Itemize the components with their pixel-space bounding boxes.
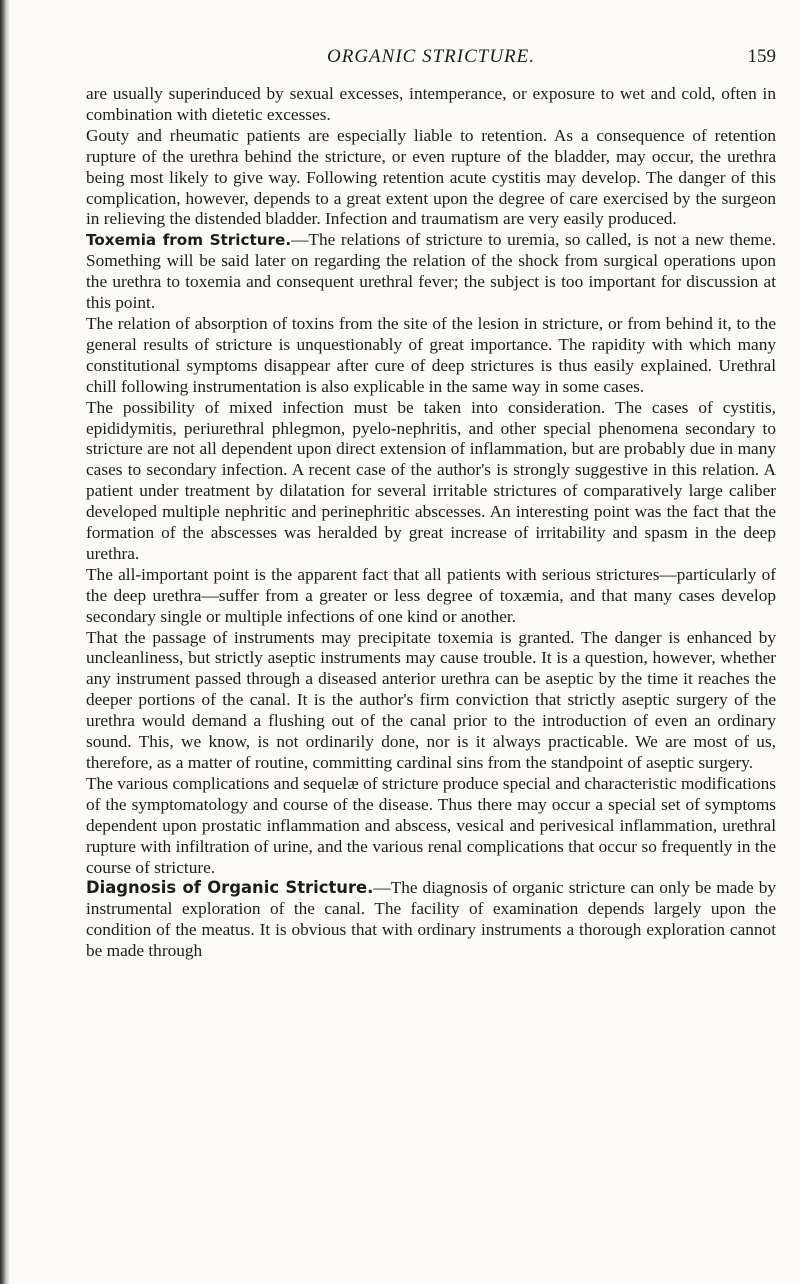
paragraph xyxy=(86,314,776,398)
page-header xyxy=(86,46,776,72)
paragraph xyxy=(86,628,776,774)
paragraph xyxy=(86,126,776,231)
section-heading-diagnosis: Diagnosis of Organic Stricture. xyxy=(86,878,374,898)
paragraph xyxy=(86,565,776,628)
paragraph xyxy=(86,878,776,962)
paragraph-text: Gouty and rheumatic patients are especially liable to retention. As a consequence of retention rupture of the urethra behind the stricture, or even rupture of the bladder, may occur, the urethra being most likely to give way. Following retention acute cystitis may develop. The danger of this complication, however, depends to a great extent upon the degree of care exercised by the surgeon in relieving the distended bladder. Infection and traumatism are very easily produced. xyxy=(86,125,776,229)
paragraph-text: The possibility of mixed infection must be taken into consideration. The cases of cystitis, epididymitis, periurethral phlegmon, pyelo-nephritis, and other special phenomena secondary to stricture are not all dependent upon direct extension of inflammation, but are probably due in many cases to secondary infection. A recent case of the author's is strongly suggestive in this relation. A patient under treatment by dilatation for several irritable strictures of comparatively large caliber developed multiple nephritic and perinephritic abscesses. An interesting point was the fact that the formation of the abscesses was heralded by great increase of irritability and spasm in the deep urethra. xyxy=(86,397,776,563)
paragraph-text: —The relations of stricture to uremia, so called, is not a new theme. Something will be said later on regarding the relation of the shock from surgical operations upon the urethra to toxemia and consequent urethral fever; the subject is too important for discussion at this point. xyxy=(86,230,776,313)
paragraph xyxy=(86,230,776,314)
body-text xyxy=(86,84,776,962)
page-number: 159 xyxy=(747,46,776,67)
paragraph xyxy=(86,398,776,565)
paragraph-text: The various complications and sequelæ of stricture produce special and characteristic modifications of the symptomatology and course of the disease. Thus there may occur a special set of symptoms dependent upon prostatic inflammation and abscess, vesical and perivesical inflammation, urethral rupture with infiltration of urine, and the various renal complications that occur so frequently in the course of stricture. xyxy=(86,773,776,877)
paragraph-text: The all-important point is the apparent fact that all patients with serious strictures—particularly of the deep urethra—suffer from a greater or less degree of toxæmia, and that many cases develop secondary single or multiple infections of one kind or another. xyxy=(86,564,776,626)
paragraph xyxy=(86,84,776,126)
running-head: ORGANIC STRICTURE. xyxy=(327,46,535,67)
paragraph-text: That the passage of instruments may precipitate toxemia is granted. The danger is enhanced by uncleanliness, but strictly aseptic instruments may cause trouble. It is a question, however, whether any instrument passed through a diseased anterior urethra can be aseptic by the time it reaches the deeper portions of the canal. It is the author's firm conviction that strictly aseptic surgery of the urethra would demand a flushing out of the canal prior to the introduction of even an ordinary sound. This, we know, is not ordinarily done, nor is it always practicable. We are most of us, therefore, as a matter of routine, committing cardinal sins from the standpoint of aseptic surgery. xyxy=(86,627,776,772)
paragraph-text: are usually superinduced by sexual excesses, intemperance, or exposure to wet and cold, often in combination with dietetic excesses. xyxy=(86,84,776,124)
section-heading-toxemia: Toxemia from Stricture. xyxy=(86,231,292,250)
paragraph xyxy=(86,774,776,879)
paragraph-text: The relation of absorption of toxins from the site of the lesion in stricture, or from behind it, to the general results of stricture is unquestionably of great importance. The rapidity with which many constitutional symptoms disappear after cure of deep strictures is thus easily explained. Urethral chill following instrumentation is also explicable in the same way in some cases. xyxy=(86,313,776,396)
page-binding-edge xyxy=(0,0,10,1284)
paragraph-text: —The diagnosis of organic stricture can only be made by instrumental exploration of the canal. The facility of examination depends largely upon the condition of the meatus. It is obvious that with ordinary instruments a thorough exploration cannot be made through xyxy=(86,878,776,961)
